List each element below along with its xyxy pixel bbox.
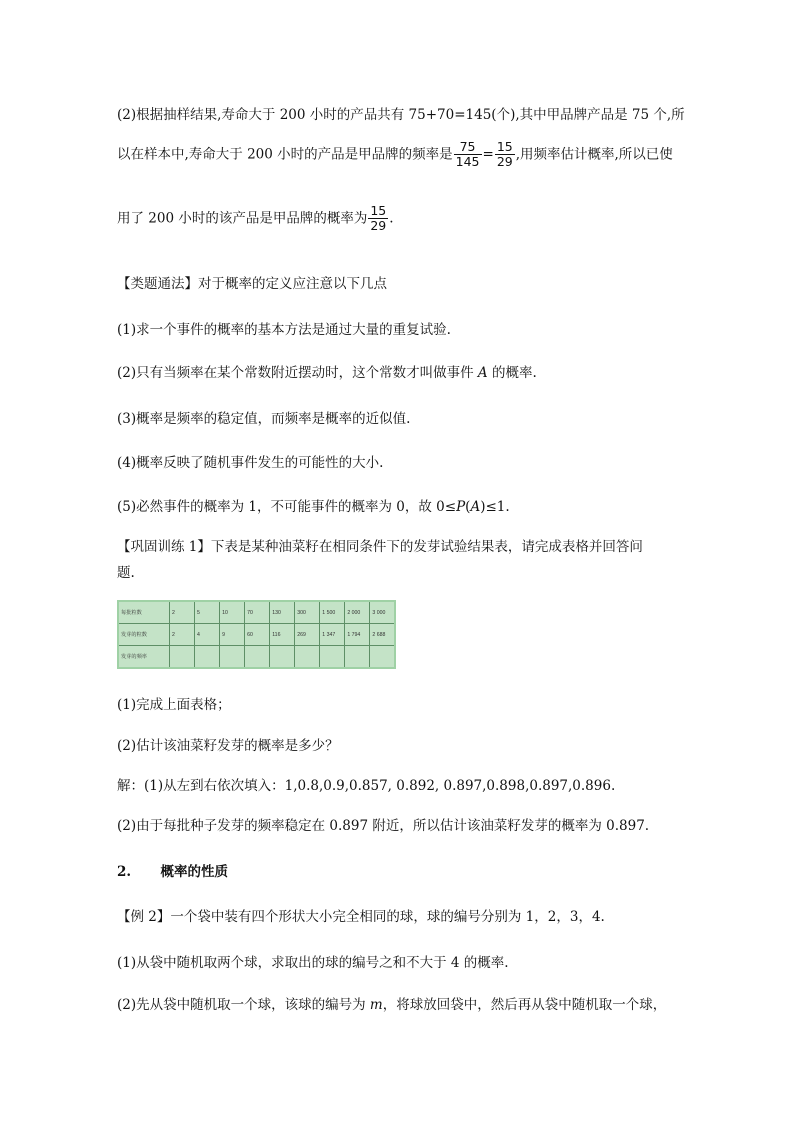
example-line: (1)从袋中随机取两个球，求取出的球的编号之和不大于 4 的概率. — [117, 955, 509, 971]
question: (2)估计该油菜籽发芽的概率是多少？ — [117, 738, 339, 754]
paragraph-line — [117, 140, 673, 170]
answer: (2)由于每批种子发芽的频率稳定在 0.897 附近，所以估计该油菜籽发芽的概率为 0.897. — [117, 818, 650, 834]
table-cell: 4 — [195, 624, 220, 646]
section-heading — [117, 860, 228, 880]
table-cell — [245, 646, 270, 669]
math-variable: A — [477, 365, 488, 381]
method-item: (4)概率反映了随机事件发生的可能性的大小. — [117, 455, 384, 471]
fraction — [368, 204, 388, 234]
table-cell: 1 794 — [345, 624, 370, 646]
method-item — [117, 361, 537, 381]
table-cell: 9 — [220, 624, 245, 646]
method-item — [117, 495, 510, 515]
table-row — [118, 624, 395, 646]
example-line: 【例 2】一个袋中装有四个形状大小完全相同的球，球的编号分别为 1，2，3，4. — [117, 909, 605, 925]
table-cell: 10 — [220, 601, 245, 624]
table-cell — [370, 646, 395, 669]
table-cell — [295, 646, 320, 669]
numerator: 75 — [459, 139, 476, 154]
method-item: (1)求一个事件的概率的基本方法是通过大量的重复试验. — [117, 322, 451, 338]
table-cell — [170, 646, 195, 669]
text-segment: 以在样本中,寿命大于 200 小时的产品是甲品牌的频率是 — [117, 146, 453, 163]
table-cell: 70 — [245, 601, 270, 624]
table-cell — [320, 646, 345, 669]
method-title: 【类题通法】对于概率的定义应注意以下几点 — [117, 276, 387, 292]
question: (1)完成上面表格； — [117, 697, 231, 713]
row-header-cell: 发芽的频率 — [118, 646, 170, 669]
answer: 解：(1)从左到右依次填入：1,0.8,0.9,0.857, 0.892, 0.897,0.898,0.897,0.896. — [117, 778, 616, 794]
table-row — [118, 646, 395, 669]
table-cell: 5 — [195, 601, 220, 624]
section-title: 概率的性质 — [160, 864, 228, 880]
table-cell — [270, 646, 295, 669]
row-header-cell: 发芽的粒数 — [118, 624, 170, 646]
equals-sign: = — [482, 146, 494, 163]
text-segment: 用了 200 小时的该产品是甲品牌的概率为 — [117, 210, 368, 227]
text-segment: (5)必然事件的概率为 1，不可能事件的概率为 0，故 0≤ — [117, 499, 457, 515]
text-segment: (2)只有当频率在某个常数附近摆动时，这个常数才叫做事件 — [117, 365, 474, 381]
text-segment: )≤1. — [480, 499, 510, 515]
table-cell: 2 000 — [345, 601, 370, 624]
numerator: 15 — [496, 139, 513, 154]
table-cell: 300 — [295, 601, 320, 624]
table-cell: 1 347 — [320, 624, 345, 646]
table-cell: 2 688 — [370, 624, 395, 646]
table-row — [118, 601, 395, 624]
denominator: 29 — [496, 154, 513, 170]
practice-title: 【巩固训练 1】下表是某种油菜籽在相同条件下的发芽试验结果表，请完成表格并回答问 — [117, 539, 643, 555]
table-cell — [220, 646, 245, 669]
math-variable: m — [369, 997, 383, 1013]
text-segment: . — [389, 210, 394, 227]
denominator: 145 — [455, 154, 480, 170]
paragraph-line — [117, 204, 394, 234]
table-cell: 60 — [245, 624, 270, 646]
text-segment: 的概率. — [491, 365, 537, 381]
practice-title-cont: 题. — [117, 565, 135, 581]
fraction — [495, 140, 515, 170]
math-variable: P — [456, 499, 466, 515]
table-cell — [195, 646, 220, 669]
row-header-cell: 每批粒数 — [118, 601, 170, 624]
table-cell: 130 — [270, 601, 295, 624]
table-cell: 269 — [295, 624, 320, 646]
table-cell: 2 — [170, 601, 195, 624]
table-cell: 116 — [270, 624, 295, 646]
section-number: 2. — [117, 864, 132, 880]
example-line — [117, 993, 666, 1013]
text-segment: ，将球放回袋中，然后再从袋中随机取一个球， — [382, 997, 667, 1013]
numerator: 15 — [370, 203, 387, 218]
table-cell: 1 500 — [320, 601, 345, 624]
paragraph-line: (2)根据抽样结果,寿命大于 200 小时的产品共有 75+70=145(个),其中甲品牌产品是 75 个,所 — [117, 107, 685, 123]
math-variable: A — [470, 499, 481, 515]
text-segment: (2)先从袋中随机取一个球，该球的编号为 — [117, 997, 366, 1013]
text-segment: ( — [465, 499, 471, 515]
table-cell: 2 — [170, 624, 195, 646]
text-segment: ,用频率估计概率,所以已使 — [515, 146, 673, 163]
table-cell: 3 000 — [370, 601, 395, 624]
fraction — [454, 140, 482, 170]
table-cell — [345, 646, 370, 669]
method-item: (3)概率是频率的稳定值，而频率是概率的近似值. — [117, 411, 411, 427]
denominator: 29 — [370, 218, 387, 234]
germination-table — [117, 600, 396, 669]
